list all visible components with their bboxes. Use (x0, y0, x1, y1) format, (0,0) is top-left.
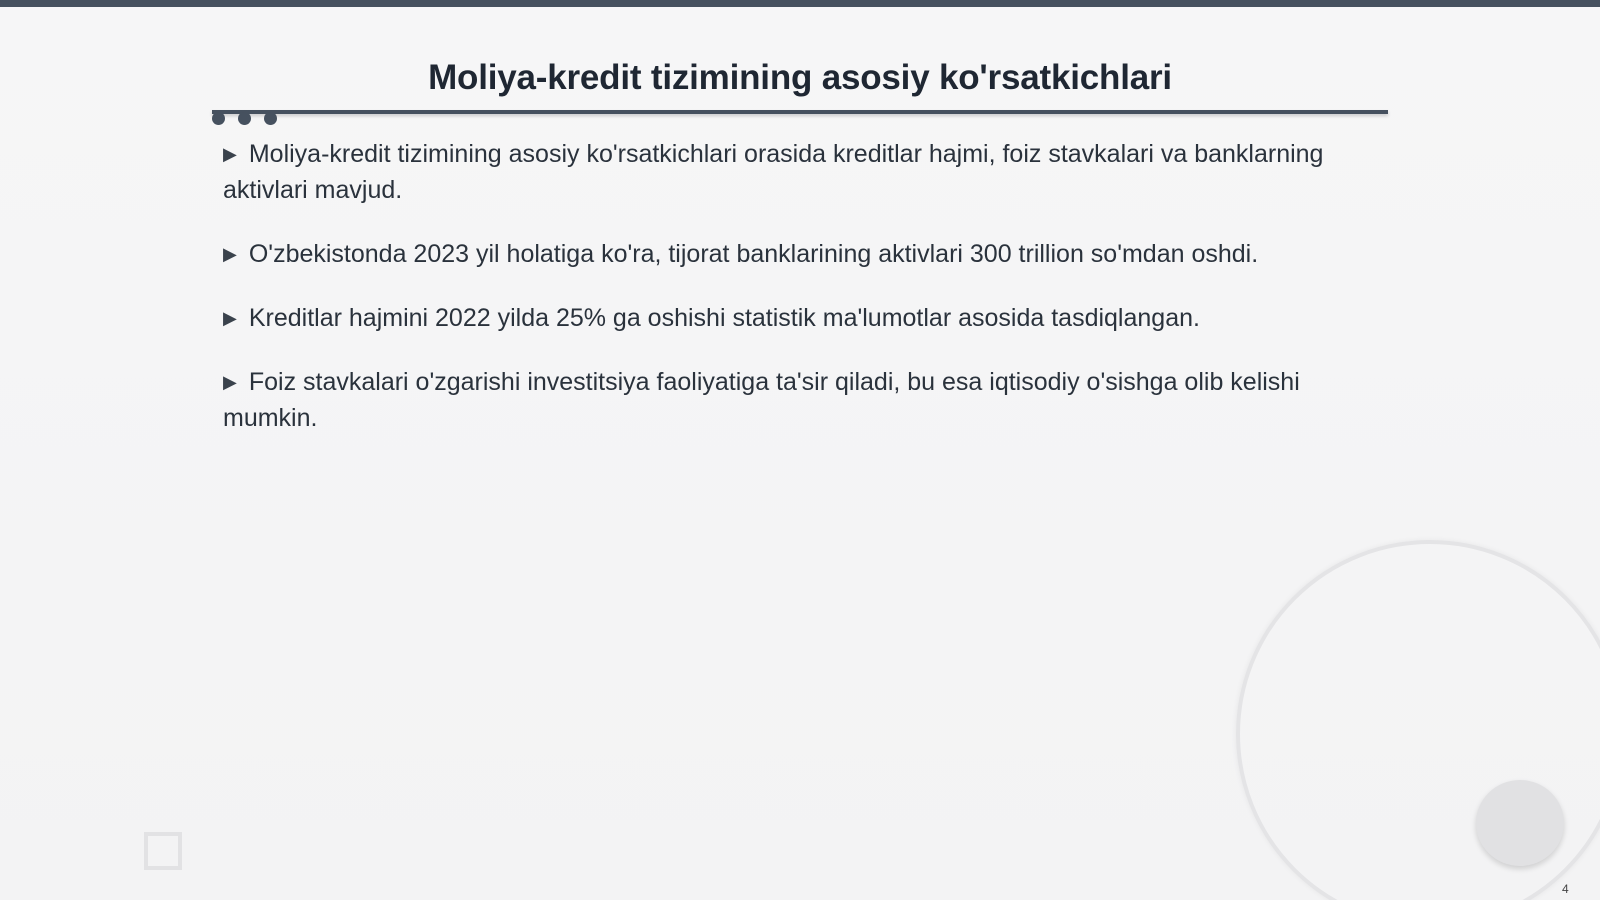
page-number: 4 (1562, 882, 1569, 896)
bullet-text: Kreditlar hajmini 2022 yilda 25% ga oshishi statistik ma'lumotlar asosida tasdiqlangan. (248, 304, 1200, 332)
bullet-list (223, 136, 1333, 464)
triangle-bullet-icon: ▶ (223, 308, 237, 328)
title-rule-dot-3 (264, 112, 277, 125)
top-accent-bar (0, 0, 1600, 7)
bullet-item (223, 236, 1333, 272)
bullet-item (223, 300, 1333, 336)
decorative-square (144, 832, 182, 870)
triangle-bullet-icon: ▶ (223, 372, 237, 392)
triangle-bullet-icon: ▶ (223, 144, 237, 164)
bullet-item (223, 364, 1333, 436)
bullet-text: Moliya-kredit tizimining asosiy ko'rsatkichlari orasida kreditlar hajmi, foiz stavkalari va banklarning aktivlari mavjud. (223, 140, 1324, 204)
triangle-bullet-icon: ▶ (223, 244, 237, 264)
decorative-disc (1476, 780, 1564, 866)
bullet-text: Foiz stavkalari o'zgarishi investitsiya faoliyatiga ta'sir qiladi, bu esa iqtisodiy o'sishga olib kelishi mumkin. (223, 368, 1300, 432)
bullet-item (223, 136, 1333, 208)
title-rule-dot-1 (212, 112, 225, 125)
title-rule-dot-2 (238, 112, 251, 125)
slide-title: Moliya-kredit tizimining asosiy ko'rsatkichlari (428, 58, 1172, 97)
bullet-text: O'zbekistonda 2023 yil holatiga ko'ra, tijorat banklarining aktivlari 300 trillion so'mdan oshdi. (248, 240, 1259, 268)
title-underline (212, 110, 1388, 114)
